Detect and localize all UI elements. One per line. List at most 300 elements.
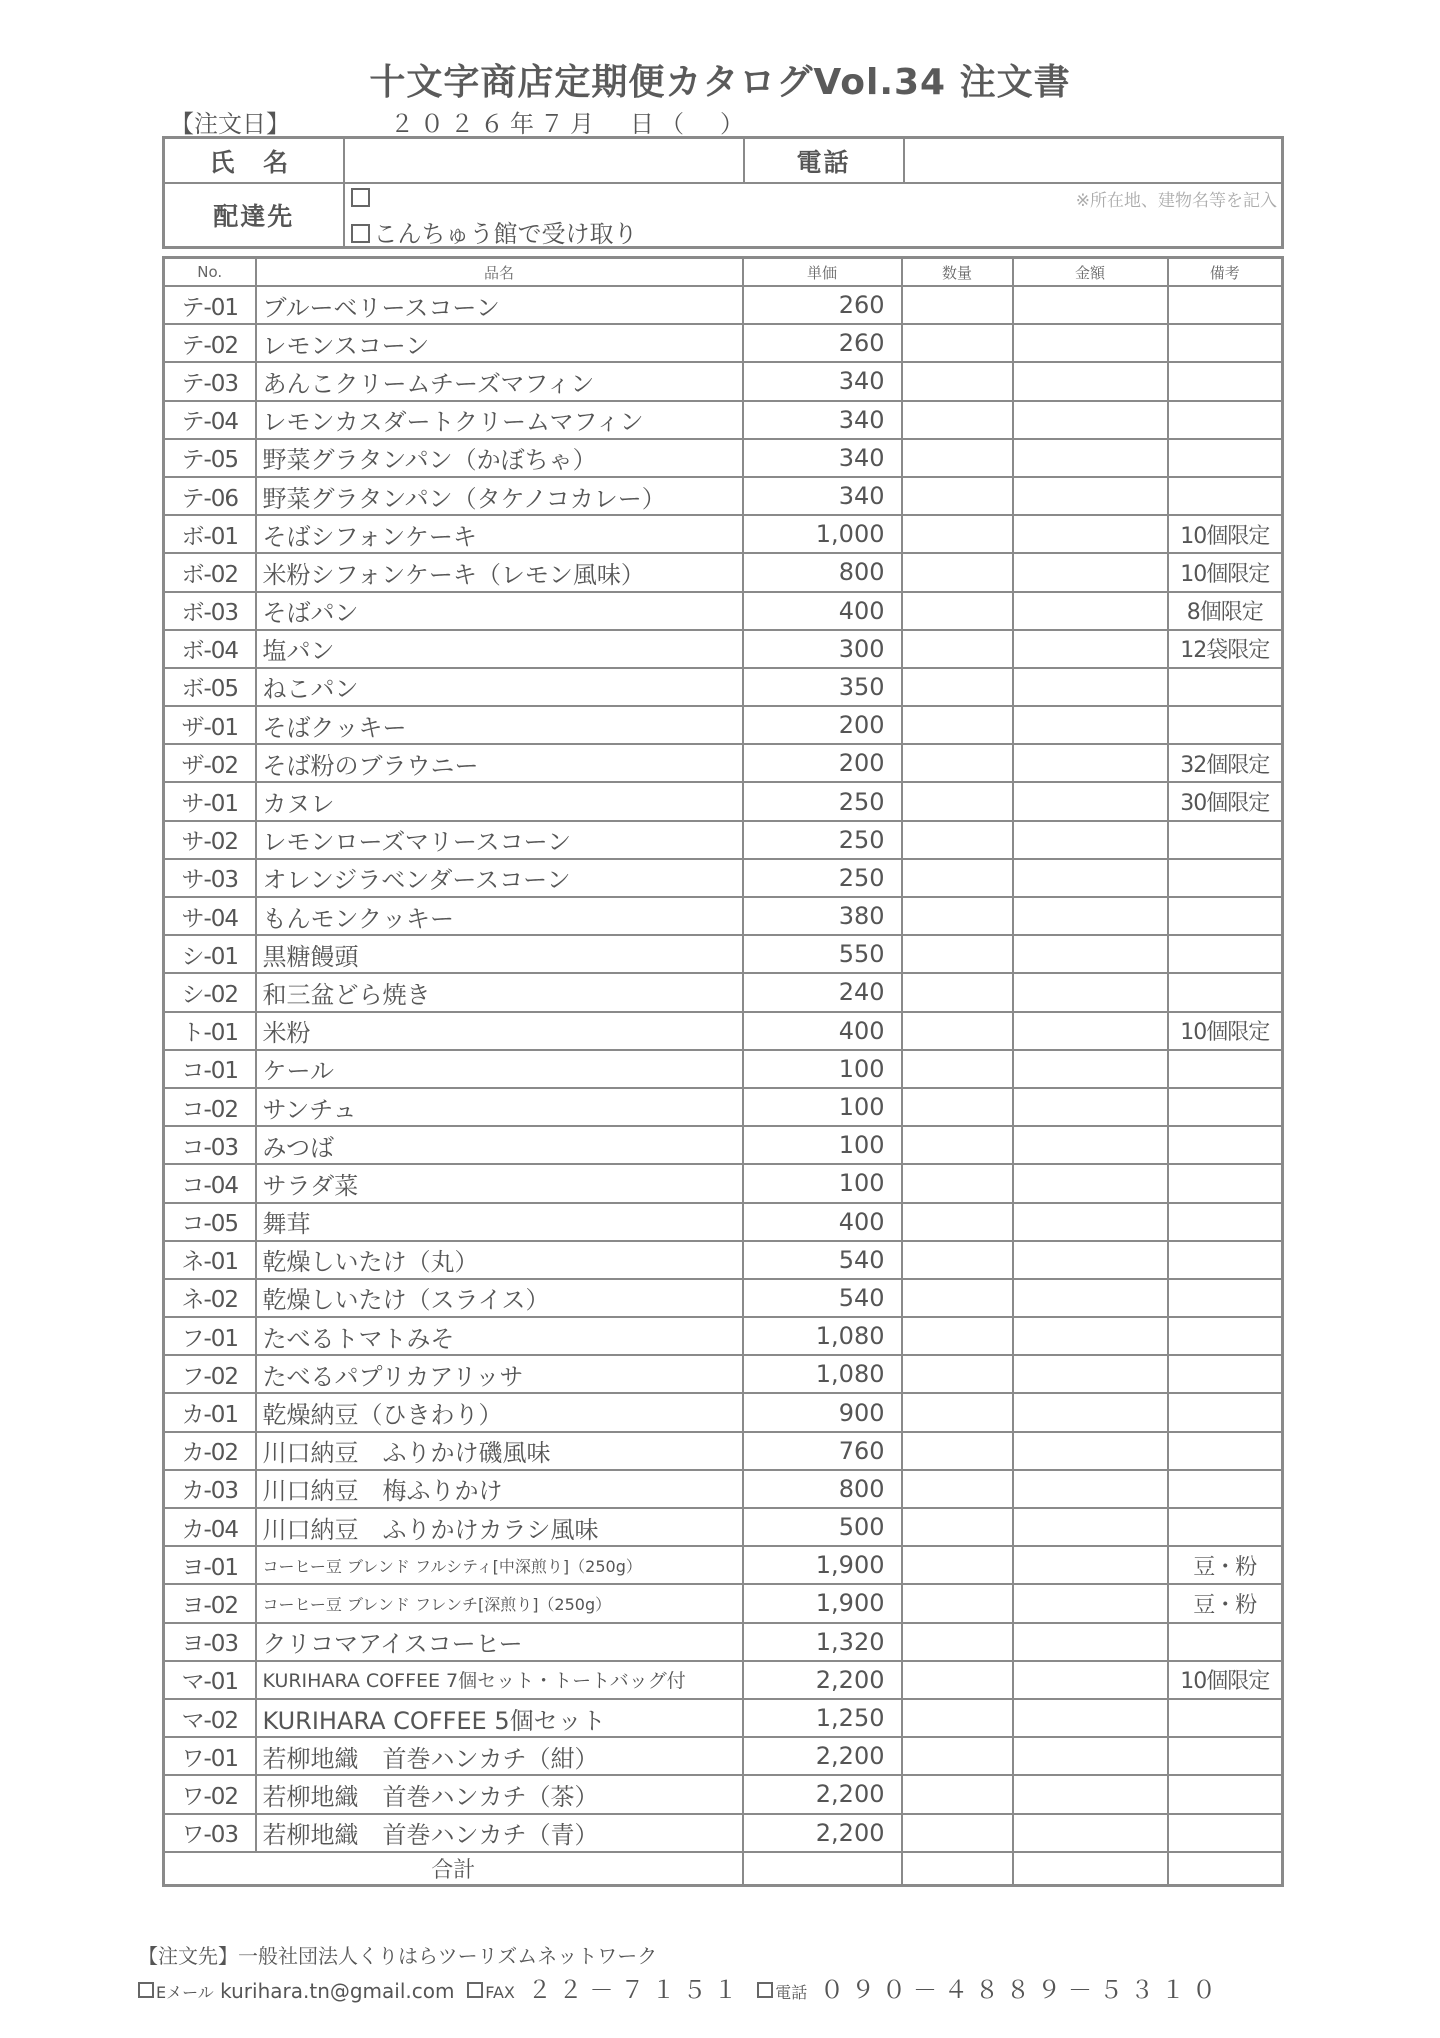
item-name: そば粉のブラウニー [256,744,743,782]
item-name: みつば [256,1126,743,1164]
table-row [164,1050,1283,1088]
quantity-field[interactable] [902,1661,1013,1699]
item-price: 2,200 [743,1775,902,1813]
item-number: テ-03 [164,362,256,400]
item-price: 100 [743,1164,902,1202]
table-row [164,1355,1283,1393]
item-number: フ-02 [164,1355,256,1393]
item-note [1168,668,1283,706]
amount-field[interactable] [1013,1470,1168,1508]
amount-field[interactable] [1013,1050,1168,1088]
table-row [164,324,1283,362]
item-name: レモンローズマリースコーン [256,821,743,859]
item-number: コ-03 [164,1126,256,1164]
item-note [1168,1203,1283,1241]
table-row [164,1508,1283,1546]
phone-field[interactable] [904,138,1283,184]
quantity-field[interactable] [902,1775,1013,1813]
item-number: シ-01 [164,935,256,973]
table-row [164,744,1283,782]
item-number: ザ-02 [164,744,256,782]
item-number: コ-04 [164,1164,256,1202]
total-label: 合計 [164,1852,743,1886]
quantity-field[interactable] [902,1050,1013,1088]
item-note [1168,1355,1283,1393]
table-row [164,1088,1283,1126]
item-price: 800 [743,553,902,591]
item-price: 250 [743,821,902,859]
item-price: 260 [743,324,902,362]
quantity-field[interactable] [902,1546,1013,1584]
item-price: 2,200 [743,1737,902,1775]
item-price: 340 [743,401,902,439]
amount-field[interactable] [1013,1088,1168,1126]
amount-field[interactable] [1013,782,1168,820]
fax-label: FAX [485,1983,515,2002]
item-price: 200 [743,706,902,744]
item-price: 1,080 [743,1355,902,1393]
item-note: 豆・粉 [1168,1546,1283,1584]
item-price: 900 [743,1393,902,1431]
amount-field[interactable] [1013,897,1168,935]
item-name: 和三盆どら焼き [256,973,743,1011]
item-price: 1,900 [743,1584,902,1622]
item-price: 100 [743,1088,902,1126]
table-row [164,1164,1283,1202]
checkbox-icon [138,1982,154,1998]
item-note [1168,706,1283,744]
address-hint: ※所在地、建物名等を記入 [1075,191,1277,211]
quantity-field[interactable] [902,324,1013,362]
item-name: KURIHARA COFFEE 7個セット・トートバッグ付 [256,1661,743,1699]
item-price: 400 [743,1203,902,1241]
item-name: 黒糖饅頭 [256,935,743,973]
item-number: カ-04 [164,1508,256,1546]
item-name: サンチュ [256,1088,743,1126]
item-name: サラダ菜 [256,1164,743,1202]
delivery-option-address[interactable] [351,184,374,212]
quantity-field[interactable] [902,706,1013,744]
item-number: ワ-03 [164,1814,256,1852]
quantity-field[interactable] [902,668,1013,706]
amount-field[interactable] [1013,1584,1168,1622]
table-row [164,1775,1283,1813]
table-row [164,592,1283,630]
table-row [164,1623,1283,1661]
item-name: 乾燥納豆（ひきわり） [256,1393,743,1431]
item-note: 12袋限定 [1168,630,1283,668]
item-price: 540 [743,1241,902,1279]
item-number: シ-02 [164,973,256,1011]
table-row [164,859,1283,897]
email-address[interactable]: kurihara.tn@gmail.com [220,1979,455,2003]
amount-field[interactable] [1013,1814,1168,1852]
item-note [1168,1088,1283,1126]
item-name: たべるトマトみそ [256,1317,743,1355]
item-note [1168,897,1283,935]
total-note-cell [1168,1852,1283,1886]
name-field[interactable] [344,138,744,184]
quantity-field[interactable] [902,1012,1013,1050]
quantity-field[interactable] [902,1470,1013,1508]
item-number: テ-02 [164,324,256,362]
item-name: クリコマアイスコーヒー [256,1623,743,1661]
item-price: 1,000 [743,515,902,553]
checkbox-icon[interactable] [351,188,370,207]
total-quantity-field[interactable] [902,1852,1013,1886]
item-number: ボ-03 [164,592,256,630]
amount-field[interactable] [1013,935,1168,973]
item-number: ボ-05 [164,668,256,706]
item-note [1168,821,1283,859]
amount-field[interactable] [1013,1393,1168,1431]
amount-field[interactable] [1013,1661,1168,1699]
delivery-field[interactable] [344,183,1283,248]
amount-field[interactable] [1013,515,1168,553]
item-number: ワ-01 [164,1737,256,1775]
item-price: 540 [743,1279,902,1317]
item-price: 1,080 [743,1317,902,1355]
item-name: 野菜グラタンパン（タケノコカレー） [256,477,743,515]
item-number: ザ-01 [164,706,256,744]
checkbox-icon[interactable] [351,224,370,243]
amount-field[interactable] [1013,401,1168,439]
quantity-field[interactable] [902,1317,1013,1355]
item-note [1168,477,1283,515]
item-number: ヨ-01 [164,1546,256,1584]
item-name: コーヒー豆 ブレンド フルシティ[中深煎り]（250g） [256,1546,743,1584]
item-number: テ-04 [164,401,256,439]
quantity-field[interactable] [902,439,1013,477]
item-price: 400 [743,592,902,630]
item-number: サ-04 [164,897,256,935]
quantity-field[interactable] [902,897,1013,935]
item-note [1168,1279,1283,1317]
delivery-option-pickup[interactable] [351,214,638,248]
quantity-field[interactable] [902,782,1013,820]
phone-number: ０９０－４８８９－５３１０ [820,1976,1224,2004]
amount-field[interactable] [1013,324,1168,362]
item-number: テ-01 [164,286,256,324]
name-label: 氏 名 [164,138,344,184]
amount-field[interactable] [1013,1317,1168,1355]
item-price: 250 [743,782,902,820]
table-row [164,553,1283,591]
item-number: コ-01 [164,1050,256,1088]
total-amount-field[interactable] [1013,1852,1168,1886]
item-number: コ-02 [164,1088,256,1126]
item-name: KURIHARA COFFEE 5個セット [256,1699,743,1737]
table-header-row [164,258,1283,287]
amount-field[interactable] [1013,1012,1168,1050]
item-note [1168,401,1283,439]
item-name: ケール [256,1050,743,1088]
item-number: ワ-02 [164,1775,256,1813]
table-row [164,897,1283,935]
item-note: 10個限定 [1168,1012,1283,1050]
item-number: テ-05 [164,439,256,477]
order-items-table [162,256,1284,1887]
item-name: 乾燥しいたけ（スライス） [256,1279,743,1317]
phone-label: 電話 [744,138,904,184]
item-note [1168,1814,1283,1852]
quantity-field[interactable] [902,1203,1013,1241]
item-price: 340 [743,477,902,515]
item-number: カ-01 [164,1393,256,1431]
item-note: 30個限定 [1168,782,1283,820]
quantity-field[interactable] [902,592,1013,630]
item-name: コーヒー豆 ブレンド フレンチ[深煎り]（250g） [256,1584,743,1622]
amount-field[interactable] [1013,859,1168,897]
amount-field[interactable] [1013,1355,1168,1393]
quantity-field[interactable] [902,477,1013,515]
column-header-amount: 金額 [1013,258,1168,287]
item-note [1168,362,1283,400]
item-price: 260 [743,286,902,324]
table-row [164,1470,1283,1508]
table-row [164,1279,1283,1317]
table-row [164,1126,1283,1164]
delivery-option-label: こんちゅう館で受け取り [373,220,638,248]
delivery-label: 配達先 [164,183,344,248]
amount-field[interactable] [1013,1699,1168,1737]
item-note: 8個限定 [1168,592,1283,630]
item-number: サ-02 [164,821,256,859]
item-note [1168,935,1283,973]
amount-field[interactable] [1013,553,1168,591]
amount-field[interactable] [1013,1737,1168,1775]
quantity-field[interactable] [902,1126,1013,1164]
item-note: 10個限定 [1168,553,1283,591]
item-name: もんモンクッキー [256,897,743,935]
item-number: サ-03 [164,859,256,897]
quantity-field[interactable] [902,1814,1013,1852]
table-row [164,401,1283,439]
quantity-field[interactable] [902,286,1013,324]
table-row [164,1699,1283,1737]
item-note [1168,1699,1283,1737]
amount-field[interactable] [1013,706,1168,744]
item-price: 760 [743,1432,902,1470]
item-number: ネ-01 [164,1241,256,1279]
quantity-field[interactable] [902,1508,1013,1546]
amount-field[interactable] [1013,1432,1168,1470]
quantity-field[interactable] [902,630,1013,668]
item-note [1168,1470,1283,1508]
item-name: 塩パン [256,630,743,668]
quantity-field[interactable] [902,1241,1013,1279]
item-name: ねこパン [256,668,743,706]
item-name: たべるパプリカアリッサ [256,1355,743,1393]
quantity-field[interactable] [902,362,1013,400]
item-price: 800 [743,1470,902,1508]
table-row [164,1203,1283,1241]
quantity-field[interactable] [902,821,1013,859]
item-number: ヨ-02 [164,1584,256,1622]
column-header-name: 品名 [256,258,743,287]
item-note [1168,1393,1283,1431]
table-row [164,1737,1283,1775]
item-price: 340 [743,362,902,400]
amount-field[interactable] [1013,821,1168,859]
item-note [1168,1737,1283,1775]
amount-field[interactable] [1013,630,1168,668]
item-price: 340 [743,439,902,477]
quantity-field[interactable] [902,973,1013,1011]
item-number: ネ-02 [164,1279,256,1317]
table-row [164,1241,1283,1279]
item-number: コ-05 [164,1203,256,1241]
table-row [164,477,1283,515]
table-row [164,821,1283,859]
quantity-field[interactable] [902,1699,1013,1737]
item-name: 川口納豆 ふりかけカラシ風味 [256,1508,743,1546]
quantity-field[interactable] [902,1432,1013,1470]
item-price: 2,200 [743,1814,902,1852]
item-note [1168,1508,1283,1546]
column-header-notes: 備考 [1168,258,1283,287]
column-header-no: No. [164,258,256,287]
item-name: 舞茸 [256,1203,743,1241]
item-price: 200 [743,744,902,782]
item-name: 野菜グラタンパン（かぼちゃ） [256,439,743,477]
item-price: 100 [743,1126,902,1164]
item-name: 若柳地織 首巻ハンカチ（青） [256,1814,743,1852]
item-number: フ-01 [164,1317,256,1355]
quantity-field[interactable] [902,401,1013,439]
amount-field[interactable] [1013,439,1168,477]
customer-info-table [162,136,1284,249]
item-note [1168,1775,1283,1813]
amount-field[interactable] [1013,744,1168,782]
email-label: Eメール [156,1983,214,2002]
item-name: 川口納豆 梅ふりかけ [256,1470,743,1508]
item-name: そばシフォンケーキ [256,515,743,553]
amount-field[interactable] [1013,1164,1168,1202]
table-row [164,668,1283,706]
order-contact: 【注文先】一般社団法人くりはらツーリズムネットワーク [138,1944,658,1968]
item-number: カ-02 [164,1432,256,1470]
amount-field[interactable] [1013,1508,1168,1546]
item-note [1168,1241,1283,1279]
amount-field[interactable] [1013,1546,1168,1584]
amount-field[interactable] [1013,1241,1168,1279]
table-row [164,286,1283,324]
item-note: 豆・粉 [1168,1584,1283,1622]
amount-field[interactable] [1013,477,1168,515]
amount-field[interactable] [1013,1126,1168,1164]
item-note [1168,439,1283,477]
item-number: ヨ-03 [164,1623,256,1661]
item-name: オレンジラベンダースコーン [256,859,743,897]
quantity-field[interactable] [902,859,1013,897]
item-name: ブルーベリースコーン [256,286,743,324]
quantity-field[interactable] [902,515,1013,553]
order-date-label: 【注文日】 [170,110,290,138]
table-row [164,362,1283,400]
table-row [164,1661,1283,1699]
item-name: 米粉シフォンケーキ（レモン風味） [256,553,743,591]
item-price: 350 [743,668,902,706]
quantity-field[interactable] [902,935,1013,973]
item-name: そばクッキー [256,706,743,744]
item-note [1168,1164,1283,1202]
item-note [1168,1050,1283,1088]
quantity-field[interactable] [902,1164,1013,1202]
amount-field[interactable] [1013,973,1168,1011]
table-row [164,1393,1283,1431]
amount-field[interactable] [1013,668,1168,706]
item-name: あんこクリームチーズマフィン [256,362,743,400]
amount-field[interactable] [1013,286,1168,324]
amount-field[interactable] [1013,1775,1168,1813]
item-name: そばパン [256,592,743,630]
table-row [164,439,1283,477]
page-title: 十文字商店定期便カタログVol.34 注文書 [369,62,1071,103]
quantity-field[interactable] [902,1279,1013,1317]
item-price: 250 [743,859,902,897]
item-price: 2,200 [743,1661,902,1699]
item-name: レモンカスダートクリームマフィン [256,401,743,439]
table-row [164,973,1283,1011]
quantity-field[interactable] [902,1355,1013,1393]
table-row [164,935,1283,973]
amount-field[interactable] [1013,1279,1168,1317]
item-note [1168,324,1283,362]
table-row [164,630,1283,668]
quantity-field[interactable] [902,1088,1013,1126]
quantity-field[interactable] [902,1737,1013,1775]
item-name: レモンスコーン [256,324,743,362]
amount-field[interactable] [1013,592,1168,630]
item-note [1168,973,1283,1011]
item-price: 380 [743,897,902,935]
item-note [1168,1623,1283,1661]
fax-number: ２２－７１５１ [527,1976,745,2004]
checkbox-icon [757,1982,773,1998]
item-name: 乾燥しいたけ（丸） [256,1241,743,1279]
item-number: ボ-04 [164,630,256,668]
item-name: 川口納豆 ふりかけ磯風味 [256,1432,743,1470]
column-header-price: 単価 [743,258,902,287]
item-number: カ-03 [164,1470,256,1508]
item-price: 300 [743,630,902,668]
amount-field[interactable] [1013,362,1168,400]
quantity-field[interactable] [902,744,1013,782]
item-note: 10個限定 [1168,515,1283,553]
item-name: 若柳地織 首巻ハンカチ（茶） [256,1775,743,1813]
item-price: 100 [743,1050,902,1088]
amount-field[interactable] [1013,1203,1168,1241]
quantity-field[interactable] [902,1623,1013,1661]
amount-field[interactable] [1013,1623,1168,1661]
table-row [164,782,1283,820]
quantity-field[interactable] [902,553,1013,591]
quantity-field[interactable] [902,1393,1013,1431]
table-row [164,1317,1283,1355]
total-row [164,1852,1283,1886]
item-price: 550 [743,935,902,973]
item-number: テ-06 [164,477,256,515]
item-number: マ-02 [164,1699,256,1737]
total-price-cell [743,1852,902,1886]
table-row [164,706,1283,744]
item-name: カヌレ [256,782,743,820]
item-note: 32個限定 [1168,744,1283,782]
table-row [164,1432,1283,1470]
item-price: 1,900 [743,1546,902,1584]
quantity-field[interactable] [902,1584,1013,1622]
